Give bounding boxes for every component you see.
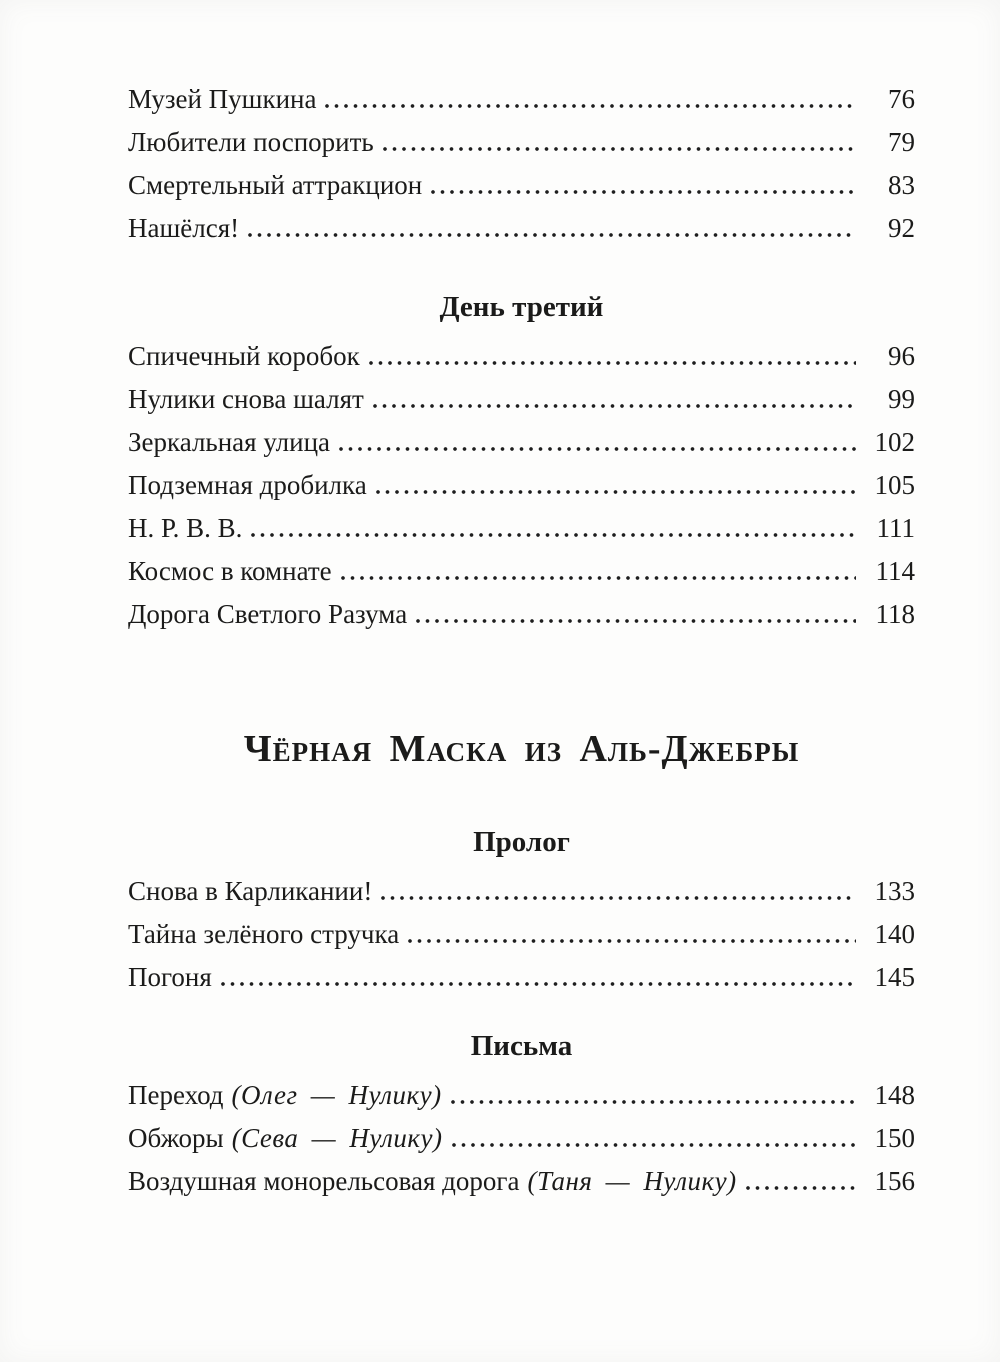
toc-entry-page: 114: [875, 556, 915, 586]
toc-entry-page: 111: [876, 513, 915, 543]
dot-leader: [383, 147, 856, 151]
toc-entry-page: 133: [874, 876, 915, 906]
dot-leader: [381, 896, 856, 900]
section-heading-letters: Письма: [470, 1030, 573, 1062]
dot-leader: [341, 576, 856, 580]
toc-entry: [128, 213, 915, 244]
toc-entry: [128, 1080, 915, 1111]
toc-entry: [128, 427, 915, 458]
toc-entry: [128, 1123, 915, 1154]
toc-entry-title: Нашёлся!: [128, 213, 240, 243]
toc-entry-title: Воздушная монорельсовая дорога: [128, 1166, 520, 1196]
toc-entry: [128, 341, 915, 372]
toc-entry-page: 150: [874, 1123, 915, 1153]
toc-group: [128, 876, 915, 993]
toc-entry-title: Погоня: [128, 962, 212, 992]
toc-entry: [128, 384, 915, 415]
toc-entry-title: Дорога Светлого Разума: [128, 599, 408, 629]
toc-entry-title: Нулики снова шалят: [128, 384, 364, 414]
toc-entry: [128, 513, 915, 544]
toc-entry-page: 96: [888, 341, 915, 371]
toc-entry-page: 145: [874, 962, 915, 992]
toc-entry: [128, 84, 915, 115]
toc-entry-title: Подземная дробилка: [128, 470, 367, 500]
toc-entry-title: Н. Р. В. В.: [128, 513, 243, 543]
toc-entry-page: 83: [888, 170, 915, 200]
toc-entry-page: 156: [874, 1166, 915, 1196]
part-heading-black-mask: Чёрная Маска из Аль-Джебры: [243, 728, 800, 770]
toc-entry: [128, 170, 915, 201]
dot-leader: [452, 1143, 856, 1147]
toc-entry: [128, 876, 915, 907]
dot-leader: [746, 1186, 856, 1190]
toc-entry: [128, 470, 915, 501]
toc-entry-page: 76: [888, 84, 915, 114]
toc-entry-title: Обжоры: [128, 1123, 224, 1153]
toc-entry: [128, 1166, 915, 1197]
section-heading-prologue: Пролог: [473, 826, 570, 858]
toc-entry-page: 99: [888, 384, 915, 414]
toc-group: [128, 341, 915, 630]
dot-leader: [339, 447, 856, 451]
toc-entry-page: 105: [874, 470, 915, 500]
toc-entry-title: Любители поспорить: [128, 127, 374, 157]
dot-leader: [221, 982, 856, 986]
toc-entry-note: (Сева — Нулику): [231, 1123, 443, 1153]
toc-entry-title: Зеркальная улица: [128, 427, 330, 457]
toc-entry: [128, 127, 915, 158]
dot-leader: [431, 190, 856, 194]
toc-group: [128, 84, 915, 244]
dot-leader: [408, 939, 856, 943]
toc-entry-title: Смертельный аттракцион: [128, 170, 423, 200]
dot-leader: [416, 619, 856, 623]
toc-entry: [128, 919, 915, 950]
dot-leader: [248, 233, 856, 237]
toc-entry-page: 102: [874, 427, 915, 457]
toc-entry-page: 118: [875, 599, 915, 629]
dot-leader: [451, 1100, 856, 1104]
toc-entry-title: Снова в Карликании!: [128, 876, 373, 906]
dot-leader: [325, 104, 856, 108]
toc-entry-note: (Таня — Нулику): [527, 1166, 737, 1196]
toc-entry-title: Космос в комнате: [128, 556, 332, 586]
dot-leader: [251, 533, 856, 537]
toc-entry-note: (Олег — Нулику): [231, 1080, 442, 1110]
toc-entry-page: 140: [874, 919, 915, 949]
section-heading-day-three: День третий: [439, 291, 604, 323]
dot-leader: [373, 404, 856, 408]
toc-entry: [128, 556, 915, 587]
toc-group: [128, 1080, 915, 1197]
toc-entry-page: 92: [888, 213, 915, 243]
toc-entry: [128, 962, 915, 993]
toc-entry-page: 148: [874, 1080, 915, 1110]
toc-entry-title: Переход: [128, 1080, 224, 1110]
toc-entry: [128, 599, 915, 630]
toc-entry-title: Музей Пушкина: [128, 84, 317, 114]
toc-entry-title: Спичечный коробок: [128, 341, 360, 371]
toc-entry-page: 79: [888, 127, 915, 157]
dot-leader: [369, 361, 856, 365]
dot-leader: [376, 490, 856, 494]
toc-entry-title: Тайна зелёного стручка: [128, 919, 400, 949]
